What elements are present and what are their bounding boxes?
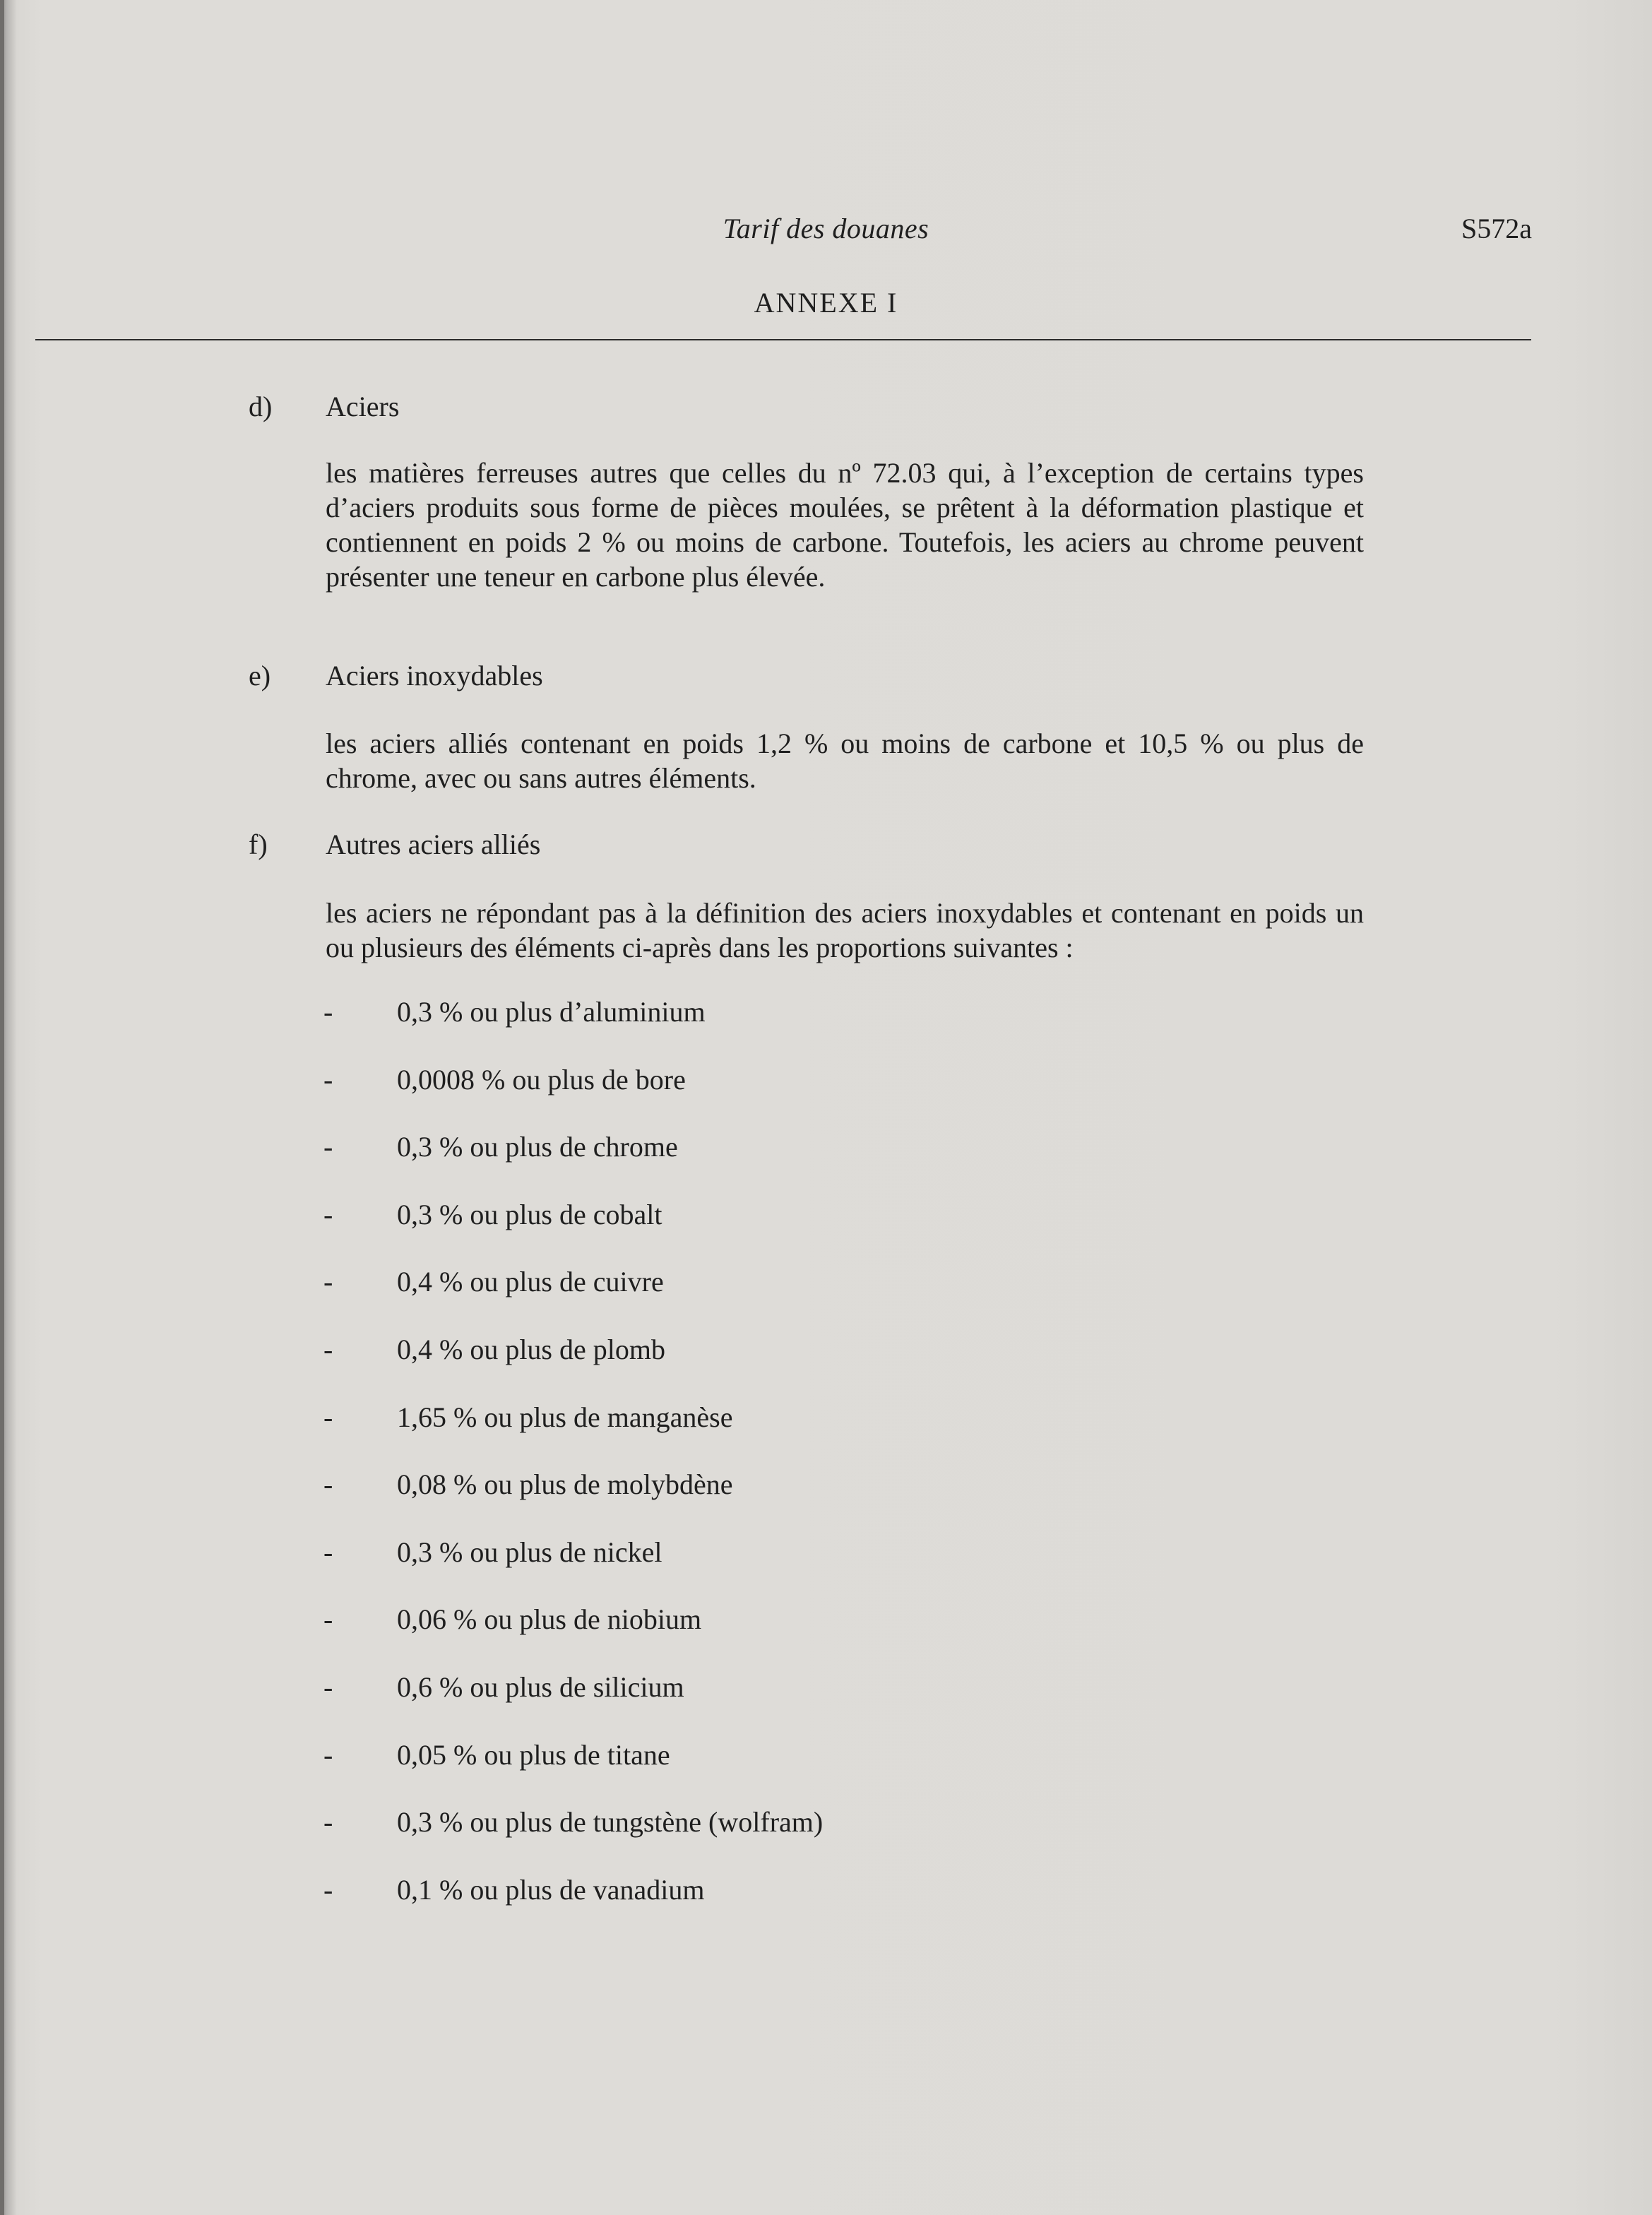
list-dash: -: [323, 1670, 333, 1703]
section-f-heading: Autres aciers alliés: [326, 829, 541, 860]
list-item-text: 0,06 % ou plus de niobium: [397, 1603, 702, 1636]
section-d-heading: Aciers: [326, 391, 400, 422]
list-item-text: 0,3 % ou plus de chrome: [397, 1131, 678, 1163]
list-item-text: 0,05 % ou plus de titane: [397, 1738, 670, 1771]
list-dash: -: [323, 1468, 333, 1501]
page-header-title: Tarif des douanes: [723, 213, 929, 244]
list-item-text: 0,4 % ou plus de cuivre: [397, 1266, 664, 1298]
list-item-text: 1,65 % ou plus de manganèse: [397, 1401, 733, 1433]
section-e-heading: Aciers inoxydables: [326, 660, 543, 691]
list-item-text: 0,3 % ou plus de cobalt: [397, 1198, 662, 1230]
list-item-text: 0,3 % ou plus de nickel: [397, 1536, 662, 1568]
list-dash: -: [323, 1198, 333, 1230]
list-dash: -: [323, 996, 333, 1028]
header-divider: [35, 339, 1531, 340]
list-dash: -: [323, 1063, 333, 1095]
list-item-text: 0,3 % ou plus d’aluminium: [397, 996, 706, 1028]
list-item-text: 0,1 % ou plus de vanadium: [397, 1873, 705, 1906]
list-item-text: 0,4 % ou plus de plomb: [397, 1333, 665, 1365]
page-code: S572a: [1461, 213, 1532, 244]
list-dash: -: [323, 1806, 333, 1839]
list-dash: -: [323, 1873, 333, 1906]
section-f-letter: f): [249, 829, 268, 860]
list-dash: -: [323, 1333, 333, 1365]
list-item-text: 0,6 % ou plus de silicium: [397, 1670, 684, 1703]
list-item-text: 0,08 % ou plus de molybdène: [397, 1468, 733, 1501]
section-d-text: les matières ferreuses autres que celles du nº 72.03 qui, à l’exception de certains types d’aciers produits sous forme de pièces moulées, se prêtent à la déformation plastique et contiennent en poids 2 % ou moins de carbone. Toutefois, les aciers au chrome peuvent présenter une teneur en carbone plus élevée.: [326, 457, 1364, 593]
list-dash: -: [323, 1603, 333, 1636]
list-dash: -: [323, 1266, 333, 1298]
section-f-text: les aciers ne répondant pas à la définition des aciers inoxydables et contenant en poids un ou plusieurs des éléments ci-après dans les proportions suivantes :: [326, 897, 1364, 963]
section-e-text: les aciers alliés contenant en poids 1,2 % ou moins de carbone et 10,5 % ou plus de chrome, avec ou sans autres éléments.: [326, 728, 1364, 794]
list-dash: -: [323, 1738, 333, 1771]
annex-title: ANNEXE I: [754, 287, 898, 319]
list-dash: -: [323, 1131, 333, 1163]
list-item-text: 0,3 % ou plus de tungstène (wolfram): [397, 1806, 824, 1839]
list-item-text: 0,0008 % ou plus de bore: [397, 1063, 686, 1095]
section-d-letter: d): [249, 391, 273, 422]
page-binding-edge: [0, 0, 4, 2215]
list-dash: -: [323, 1401, 333, 1433]
list-dash: -: [323, 1536, 333, 1568]
section-e-letter: e): [249, 660, 271, 691]
